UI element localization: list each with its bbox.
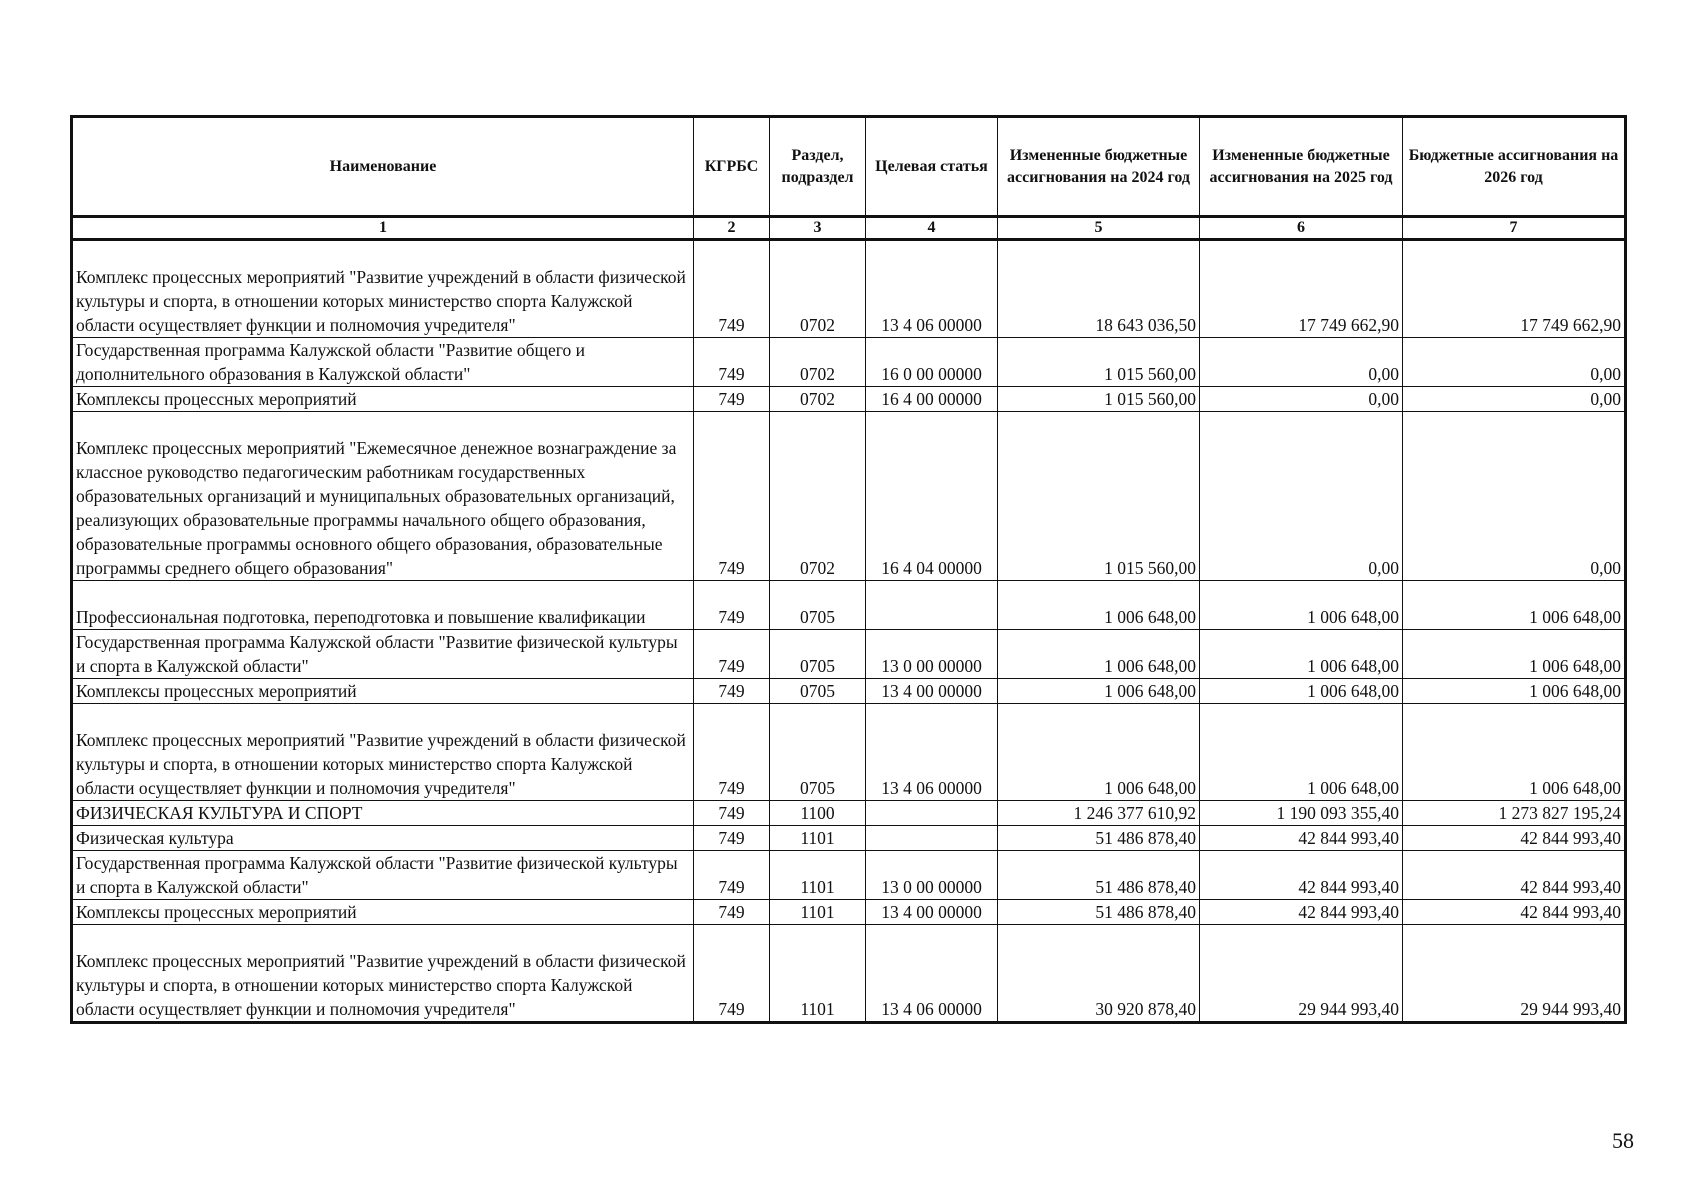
cell-section: 1101 — [770, 851, 866, 900]
header-section: Раздел, подраздел — [770, 117, 866, 217]
cell-2026: 0,00 — [1403, 387, 1626, 412]
table-row — [72, 387, 1626, 412]
cell-kgrbs: 749 — [694, 412, 770, 581]
column-number-row — [72, 217, 1626, 240]
cell-target: 13 4 06 00000 — [866, 704, 998, 801]
cell-2026: 42 844 993,40 — [1403, 851, 1626, 900]
cell-2025: 42 844 993,40 — [1200, 851, 1403, 900]
cell-target: 13 0 00 00000 — [866, 630, 998, 679]
cell-target: 13 4 06 00000 — [866, 925, 998, 1023]
cell-name: Комплексы процессных мероприятий — [72, 679, 694, 704]
cell-target — [866, 581, 998, 630]
cell-2026: 0,00 — [1403, 412, 1626, 581]
table-row — [72, 581, 1626, 630]
table-row — [72, 338, 1626, 387]
cell-kgrbs: 749 — [694, 630, 770, 679]
cell-2026: 1 006 648,00 — [1403, 704, 1626, 801]
header-target: Целевая статья — [866, 117, 998, 217]
cell-kgrbs: 749 — [694, 581, 770, 630]
cell-2025: 1 190 093 355,40 — [1200, 801, 1403, 826]
cell-kgrbs: 749 — [694, 851, 770, 900]
table-row — [72, 925, 1626, 1023]
table-row — [72, 240, 1626, 338]
cell-2026: 0,00 — [1403, 338, 1626, 387]
cell-name: Профессиональная подготовка, переподготовка и повышение квалификации — [72, 581, 694, 630]
cell-kgrbs: 749 — [694, 704, 770, 801]
cell-name: Комплекс процессных мероприятий "Развитие учреждений в области физической культуры и спорта, в отношении которых министерство спорта Калужской области осуществляет функции и полномочия учредителя" — [72, 925, 694, 1023]
cell-name: Комплекс процессных мероприятий "Развитие учреждений в области физической культуры и спорта, в отношении которых министерство спорта Калужской области осуществляет функции и полномочия учредителя" — [72, 240, 694, 338]
cell-2026: 1 006 648,00 — [1403, 630, 1626, 679]
cell-2025: 42 844 993,40 — [1200, 826, 1403, 851]
cell-target — [866, 801, 998, 826]
cell-2024: 1 006 648,00 — [998, 679, 1200, 704]
cell-section: 0705 — [770, 704, 866, 801]
cell-2025: 17 749 662,90 — [1200, 240, 1403, 338]
cell-name: ФИЗИЧЕСКАЯ КУЛЬТУРА И СПОРТ — [72, 801, 694, 826]
cell-section: 0702 — [770, 387, 866, 412]
table-header — [72, 117, 1626, 240]
header-kgrbs: КГРБС — [694, 117, 770, 217]
table-row — [72, 900, 1626, 925]
cell-section: 1100 — [770, 801, 866, 826]
cell-kgrbs: 749 — [694, 826, 770, 851]
column-number: 3 — [770, 217, 866, 240]
cell-kgrbs: 749 — [694, 679, 770, 704]
table-row — [72, 704, 1626, 801]
cell-kgrbs: 749 — [694, 387, 770, 412]
cell-name: Физическая культура — [72, 826, 694, 851]
cell-2025: 42 844 993,40 — [1200, 900, 1403, 925]
cell-name: Государственная программа Калужской области "Развитие физической культуры и спорта в Калужской области" — [72, 630, 694, 679]
cell-kgrbs: 749 — [694, 925, 770, 1023]
cell-target: 16 0 00 00000 — [866, 338, 998, 387]
column-number: 5 — [998, 217, 1200, 240]
cell-target: 13 0 00 00000 — [866, 851, 998, 900]
cell-2024: 30 920 878,40 — [998, 925, 1200, 1023]
cell-name: Комплексы процессных мероприятий — [72, 387, 694, 412]
cell-2025: 0,00 — [1200, 338, 1403, 387]
cell-2026: 1 273 827 195,24 — [1403, 801, 1626, 826]
cell-kgrbs: 749 — [694, 338, 770, 387]
cell-section: 1101 — [770, 925, 866, 1023]
cell-2024: 51 486 878,40 — [998, 900, 1200, 925]
header-name: Наименование — [72, 117, 694, 217]
cell-name: Комплекс процессных мероприятий "Развитие учреждений в области физической культуры и спорта, в отношении которых министерство спорта Калужской области осуществляет функции и полномочия учредителя" — [72, 704, 694, 801]
table-row — [72, 826, 1626, 851]
cell-2025: 1 006 648,00 — [1200, 581, 1403, 630]
cell-2024: 1 015 560,00 — [998, 338, 1200, 387]
table-row — [72, 630, 1626, 679]
cell-2024: 1 006 648,00 — [998, 704, 1200, 801]
cell-2025: 1 006 648,00 — [1200, 704, 1403, 801]
cell-2024: 1 006 648,00 — [998, 581, 1200, 630]
table-row — [72, 679, 1626, 704]
cell-2024: 1 015 560,00 — [998, 412, 1200, 581]
column-number: 1 — [72, 217, 694, 240]
cell-target: 13 4 00 00000 — [866, 900, 998, 925]
table-row — [72, 801, 1626, 826]
cell-target: 13 4 06 00000 — [866, 240, 998, 338]
cell-2025: 1 006 648,00 — [1200, 630, 1403, 679]
page-number: 58 — [1612, 1128, 1634, 1153]
cell-2026: 42 844 993,40 — [1403, 900, 1626, 925]
cell-name: Комплексы процессных мероприятий — [72, 900, 694, 925]
cell-2024: 18 643 036,50 — [998, 240, 1200, 338]
cell-2024: 51 486 878,40 — [998, 826, 1200, 851]
table-body — [72, 240, 1626, 1023]
cell-2025: 0,00 — [1200, 412, 1403, 581]
cell-section: 1101 — [770, 900, 866, 925]
column-number: 6 — [1200, 217, 1403, 240]
cell-2024: 1 015 560,00 — [998, 387, 1200, 412]
cell-2026: 1 006 648,00 — [1403, 581, 1626, 630]
cell-target: 16 4 04 00000 — [866, 412, 998, 581]
cell-2026: 29 944 993,40 — [1403, 925, 1626, 1023]
cell-2024: 1 246 377 610,92 — [998, 801, 1200, 826]
cell-kgrbs: 749 — [694, 240, 770, 338]
cell-name: Государственная программа Калужской области "Развитие общего и дополнительного образования в Калужской области" — [72, 338, 694, 387]
cell-name: Государственная программа Калужской области "Развитие физической культуры и спорта в Калужской области" — [72, 851, 694, 900]
cell-2025: 1 006 648,00 — [1200, 679, 1403, 704]
cell-target: 16 4 00 00000 — [866, 387, 998, 412]
cell-2024: 1 006 648,00 — [998, 630, 1200, 679]
column-number: 7 — [1403, 217, 1626, 240]
table-row — [72, 851, 1626, 900]
cell-section: 0702 — [770, 412, 866, 581]
cell-target: 13 4 00 00000 — [866, 679, 998, 704]
cell-section: 0705 — [770, 581, 866, 630]
column-number: 2 — [694, 217, 770, 240]
cell-2026: 17 749 662,90 — [1403, 240, 1626, 338]
cell-2025: 0,00 — [1200, 387, 1403, 412]
table-row — [72, 412, 1626, 581]
budget-table — [70, 115, 1627, 1024]
cell-section: 0702 — [770, 338, 866, 387]
cell-kgrbs: 749 — [694, 900, 770, 925]
cell-name: Комплекс процессных мероприятий "Ежемесячное денежное вознаграждение за классное руководство педагогическим работникам государственных образовательных организаций и муниципальных образовательных организаций, реализующих образовательные программы начального общего образования, образовательные программы основного общего образования, образовательные программы среднего общего образования" — [72, 412, 694, 581]
cell-2026: 42 844 993,40 — [1403, 826, 1626, 851]
cell-2025: 29 944 993,40 — [1200, 925, 1403, 1023]
cell-2026: 1 006 648,00 — [1403, 679, 1626, 704]
header-2026: Бюджетные ассигнования на 2026 год — [1403, 117, 1626, 217]
column-number: 4 — [866, 217, 998, 240]
cell-target — [866, 826, 998, 851]
cell-2024: 51 486 878,40 — [998, 851, 1200, 900]
cell-section: 0702 — [770, 240, 866, 338]
cell-section: 1101 — [770, 826, 866, 851]
cell-section: 0705 — [770, 679, 866, 704]
header-2024: Измененные бюджетные ассигнования на 2024 год — [998, 117, 1200, 217]
cell-kgrbs: 749 — [694, 801, 770, 826]
header-2025: Измененные бюджетные ассигнования на 2025 год — [1200, 117, 1403, 217]
cell-section: 0705 — [770, 630, 866, 679]
